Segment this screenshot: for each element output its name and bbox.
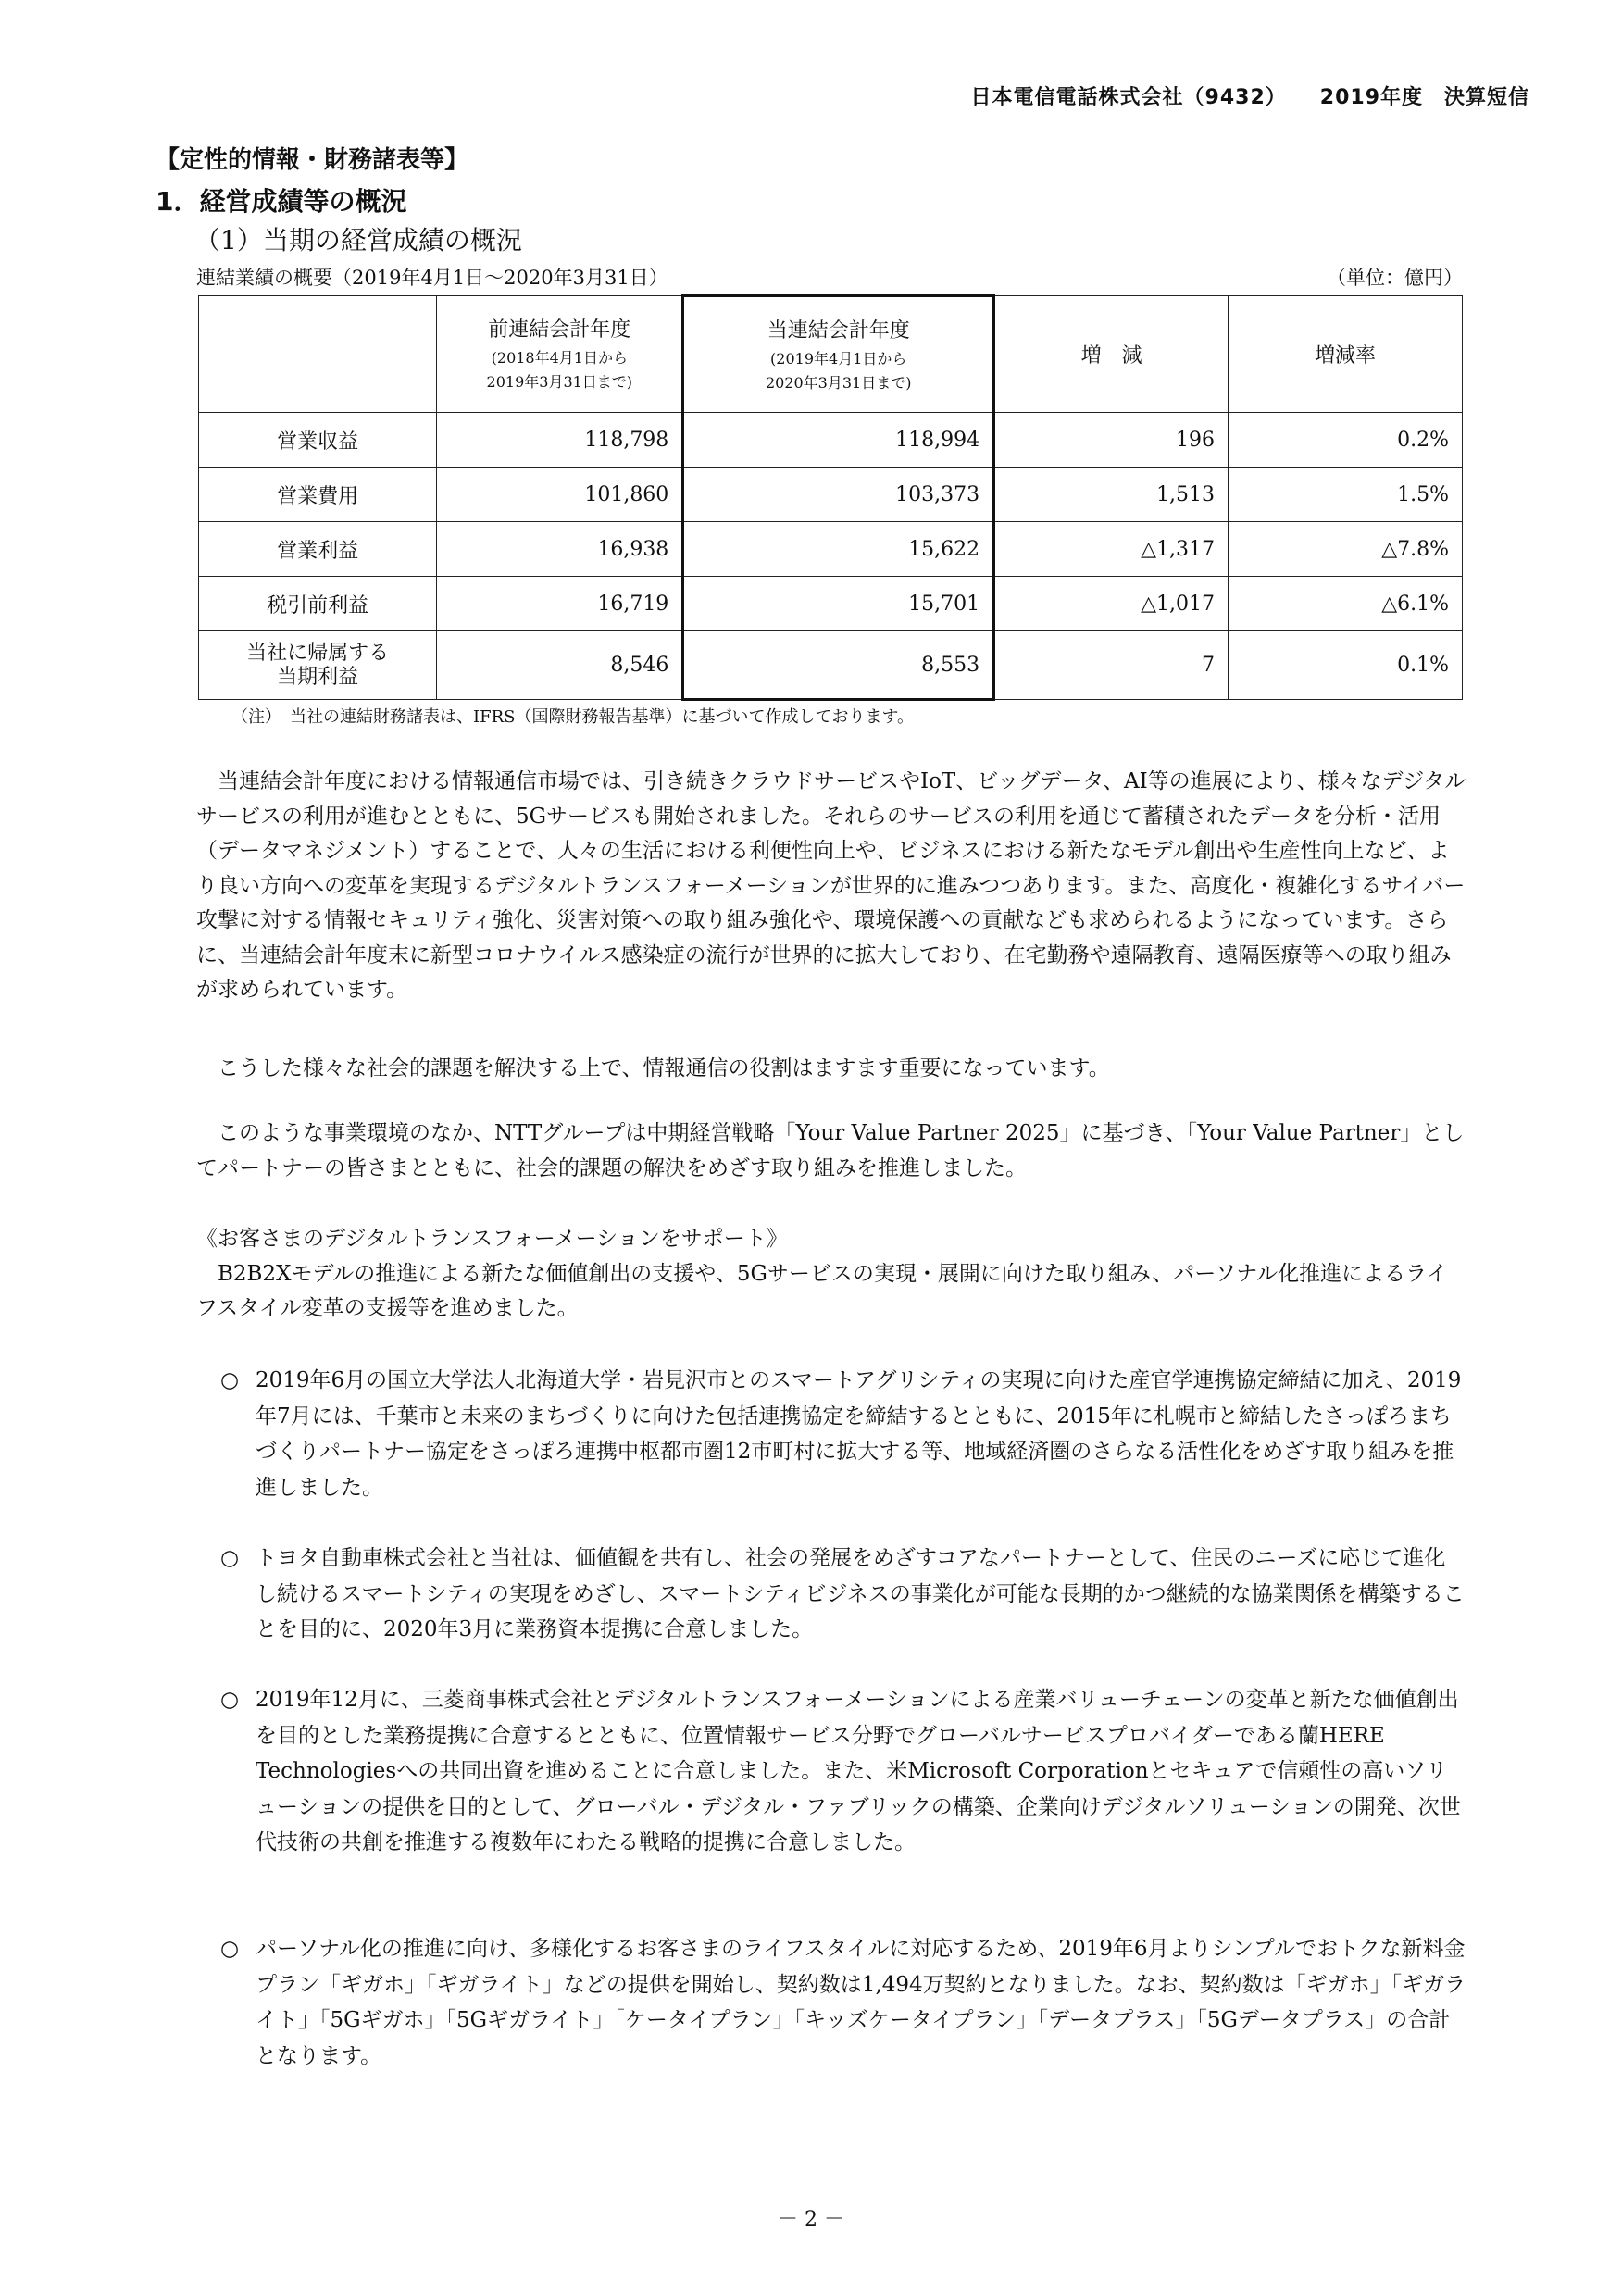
table-header-row <box>199 296 1463 413</box>
bullet-circle-icon: ○ <box>220 1546 240 1570</box>
bullet-circle-icon: ○ <box>220 1368 240 1392</box>
cell-cur: 103,373 <box>683 468 994 522</box>
bullet-item <box>220 1931 1466 2074</box>
subsection-heading: （1）当期の経営成績の概況 <box>194 225 522 256</box>
row-label: 営業収益 <box>199 413 437 468</box>
paragraph-market: 当連結会計年度における情報通信市場では、引き続きクラウドサービスやIoT、ビッグデータ、AI等の進展により、様々なデジタルサービスの利用が進むとともに、5Gサービスも開始されました。それらのサービスの利用を通じて蓄積されたデータを分析・活用（データマネジメント）することで、人々の生活における利便性向上や、ビジネスにおける新たなモデル創出や生産性向上など、より良い方向への変革を実現するデジタルトランスフォーメーションが世界的に進みつつあります。また、高度化・複雑化するサイバー攻撃に対する情報セキュリティ強化、災害対策への取り組み強化や、環境保護への貢献なども求められるようになっています。さらに、当連結会計年度末に新型コロナウイルス感染症の流行が世界的に拡大しており、在宅勤務や遠隔教育、遠隔医療等への取り組みが求められています。 <box>196 769 1466 1002</box>
page-number: － 2 － <box>778 2208 844 2231</box>
company-name: 日本電信電話株式会社（9432） <box>970 86 1287 109</box>
row-label: 営業費用 <box>199 468 437 522</box>
cell-cur: 118,994 <box>683 413 994 468</box>
header-rate: 増減率 <box>1229 296 1463 413</box>
header-prev-year <box>437 296 683 413</box>
header-cur-main: 当連結会計年度 <box>767 318 910 343</box>
bullet-item <box>220 1682 1466 1861</box>
cell-prev: 118,798 <box>437 413 683 468</box>
row-label-line2: 当期利益 <box>277 665 359 689</box>
cell-prev: 16,938 <box>437 522 683 577</box>
table-caption: 連結業績の概要（2019年4月1日～2020年3月31日） <box>196 267 668 289</box>
table-note: （注） 当社の連結財務諸表は、IFRS（国際財務報告基準）に基づいて作成しております。 <box>231 707 915 727</box>
header-prev-main: 前連結会計年度 <box>488 318 631 342</box>
table-unit: （単位：億円） <box>1327 267 1463 289</box>
row-label: 税引前利益 <box>199 577 437 631</box>
cell-rate: 0.1% <box>1229 631 1463 700</box>
cell-prev: 8,546 <box>437 631 683 700</box>
document-title: 2019年度 決算短信 <box>1319 86 1529 109</box>
paragraph-dx-title: 《お客さまのデジタルトランスフォーメーションをサポート》 <box>196 1227 788 1251</box>
cell-change: 7 <box>994 631 1229 700</box>
header-blank <box>199 296 437 413</box>
header-change: 増 減 <box>994 296 1229 413</box>
results-table <box>198 294 1463 701</box>
cell-cur: 15,701 <box>683 577 994 631</box>
cell-change: △1,017 <box>994 577 1229 631</box>
cell-change: 1,513 <box>994 468 1229 522</box>
bullet-text: 2019年6月の国立大学法人北海道大学・岩見沢市とのスマートアグリシティの実現に向けた産官学連携協定締結に加え、2019年7月には、千葉市と未来のまちづくりに向けた包括連携協定を締結するとともに、2015年に札幌市と締結したさっぽろまちづくりパートナー協定をさっぽろ連携中枢都市圏12市町村に拡大する等、地域経済圏のさらなる活性化をめざす取り組みを推進しました。 <box>256 1368 1462 1500</box>
header-prev-sub2: 2019年3月31日まで) <box>486 373 633 391</box>
bullet-item <box>220 1541 1466 1648</box>
cell-rate: △7.8% <box>1229 522 1463 577</box>
header-prev-sub1: (2018年4月1日から <box>491 349 628 367</box>
row-label-line1: 当社に帰属する <box>246 641 390 665</box>
row-label <box>199 631 437 700</box>
cell-rate: 1.5% <box>1229 468 1463 522</box>
header-cur-sub1: (2019年4月1日から <box>770 349 907 368</box>
bullet-text: トヨタ自動車株式会社と当社は、価値観を共有し、社会の発展をめざすコアなパートナーとして、住民のニーズに応じて進化し続けるスマートシティの実現をめざし、スマートシティビジネスの事業化が可能な長期的かつ継続的な協業関係を構築することを目的に、2020年3月に業務資本提携に合意しました。 <box>256 1546 1465 1641</box>
cell-cur: 15,622 <box>683 522 994 577</box>
bullet-text: パーソナル化の推進に向け、多様化するお客さまのライフスタイルに対応するため、2019年6月よりシンプルでおトクな新料金プラン「ギガホ」「ギガライト」などの提供を開始し、契約数は1,494万契約となりました。なお、契約数は「ギガホ」「ギガライト」「5Gギガホ」「5Gギガライト」「ケータイプラン」「キッズケータイプラン」「データプラス」「5Gデータプラス」の合計となります。 <box>256 1937 1466 2068</box>
cell-rate: 0.2% <box>1229 413 1463 468</box>
cell-prev: 16,719 <box>437 577 683 631</box>
cell-change: 196 <box>994 413 1229 468</box>
section-label: 【定性的情報・財務諸表等】 <box>156 146 469 174</box>
table-row <box>199 468 1463 522</box>
paragraph-role: こうした様々な社会的課題を解決する上で、情報通信の役割はますます重要になっています。 <box>196 1056 1110 1080</box>
table-row <box>199 631 1463 700</box>
paragraph-dx-support <box>196 1222 1466 1327</box>
table-row <box>199 577 1463 631</box>
row-label: 営業利益 <box>199 522 437 577</box>
table-row <box>199 522 1463 577</box>
table-row <box>199 413 1463 468</box>
bullet-circle-icon: ○ <box>220 1688 240 1712</box>
cell-rate: △6.1% <box>1229 577 1463 631</box>
bullet-text: 2019年12月に、三菱商事株式会社とデジタルトランスフォーメーションによる産業バリューチェーンの変革と新たな価値創出を目的とした業務提携に合意するとともに、位置情報サービス分野でグローバルサービスプロバイダーである蘭HERE Technologiesへの共同出資を進めることに合意しました。また、米Microsoft Corporationとセキュアで信頼性の高いソリューションの提供を目的として、グローバル・デジタル・ファブリックの構築、企業向けデジタルソリューションの開発、次世代技術の共創を推進する複数年にわたる戦略的提携に合意しました。 <box>256 1688 1461 1854</box>
paragraph-strategy: このような事業環境のなか、NTTグループは中期経営戦略「Your Value Partner 2025」に基づき、「Your Value Partner」としてパートナーの皆さまとともに、社会的課題の解決をめざす取り組みを推進しました。 <box>196 1121 1465 1180</box>
cell-cur: 8,553 <box>683 631 994 700</box>
header-cur-year <box>683 296 994 413</box>
section-heading: 1．経営成績等の概況 <box>156 186 407 217</box>
document-header <box>971 81 1529 110</box>
paragraph-dx-body: B2B2Xモデルの推進による新たな価値創出の支援や、5Gサービスの実現・展開に向けた取り組み、パーソナル化推進によるライフスタイル変革の支援等を進めました。 <box>196 1261 1448 1320</box>
header-cur-sub2: 2020年3月31日まで) <box>765 373 912 392</box>
bullet-item <box>220 1363 1466 1505</box>
bullet-circle-icon: ○ <box>220 1937 240 1961</box>
cell-prev: 101,860 <box>437 468 683 522</box>
cell-change: △1,317 <box>994 522 1229 577</box>
